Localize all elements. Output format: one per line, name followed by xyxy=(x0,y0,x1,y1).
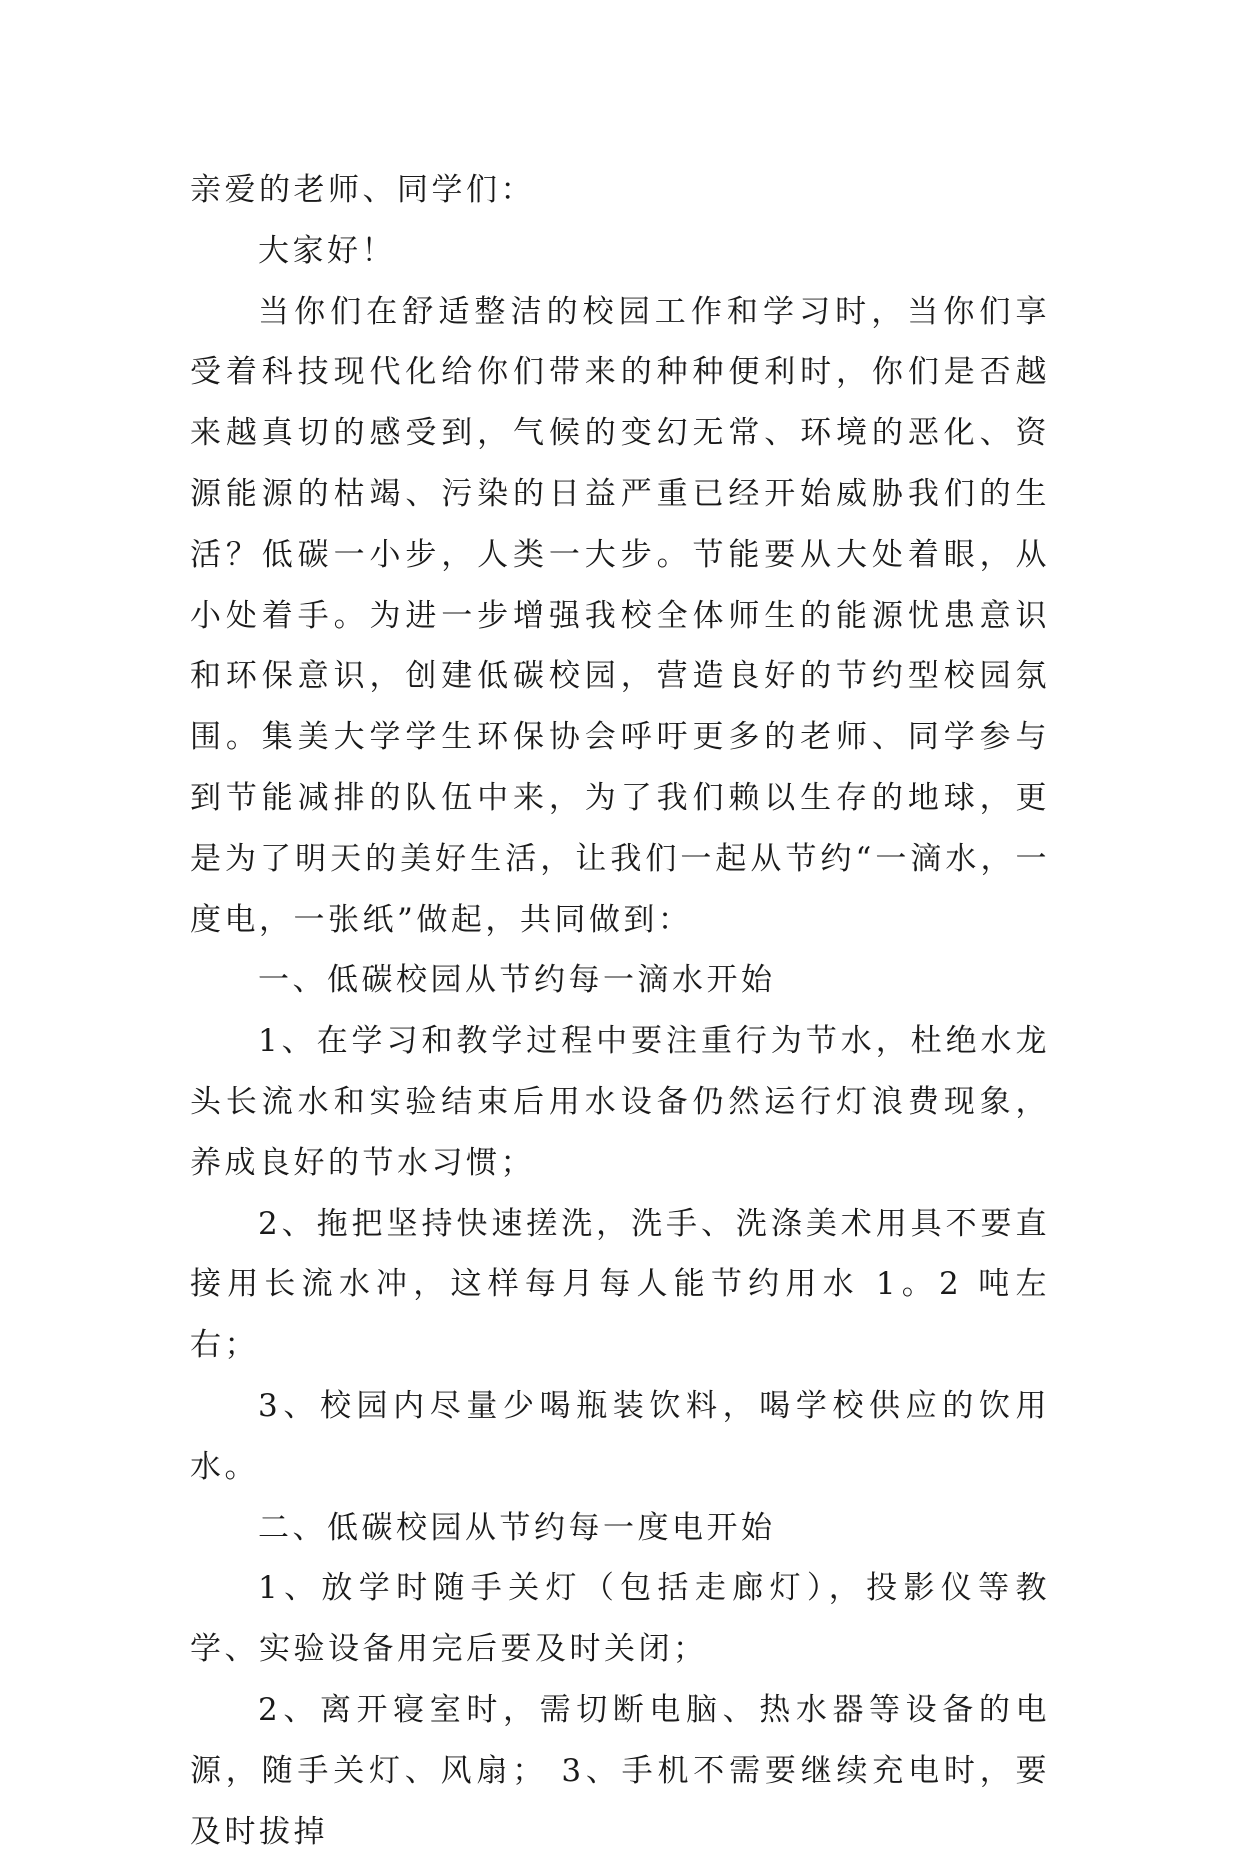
paragraph-intro: 当你们在舒适整洁的校园工作和学习时，当你们享受着科技现代化给你们带来的种种便利时，你们是否越来越真切的感受到，气候的变幻无常、环境的恶化、资源能源的枯竭、污染的日益严重已经开始威胁我们的生活？低碳一小步，人类一大步。节能要从大处着眼，从小处着手。为进一步增强我校全体师生的能源忧患意识和环保意识，创建低碳校园，营造良好的节约型校园氛围。集美大学学生环保协会呼吁更多的老师、同学参与到节能减排的队伍中来，为了我们赖以生存的地球，更是为了明天的美好生活，让我们一起从节约“一滴水，一度电，一张纸”做起，共同做到： xyxy=(190,293,1050,938)
section-heading-electricity: 二、低碳校园从节约每一度电开始 xyxy=(258,1509,776,1546)
paragraph-water-1: 1、在学习和教学过程中要注重行为节水，杜绝水龙头长流水和实验结束后用水设备仍然运行灯浪费现象，养成良好的节水习惯； xyxy=(190,1023,1050,1181)
greeting: 大家好！ xyxy=(258,232,396,269)
section-heading-water: 一、低碳校园从节约每一滴水开始 xyxy=(258,962,776,999)
document-body xyxy=(190,160,1050,1862)
paragraph-water-2: 2、拖把坚持快速搓洗，洗手、洗涤美术用具不要直接用长流水冲，这样每月每人能节约用水 1。2 吨左右； xyxy=(190,1205,1050,1364)
paragraph-electricity-1: 1、放学时随手关灯（包括走廊灯），投影仪等教学、实验设备用完后要及时关闭； xyxy=(190,1570,1050,1668)
paragraph-electricity-2: 2、离开寝室时，需切断电脑、热水器等设备的电源，随手关灯、风扇； 3、手机不需要继续充电时，要及时拔掉 xyxy=(190,1691,1050,1850)
paragraph-water-3: 3、校园内尽量少喝瓶装饮料，喝学校供应的饮用水。 xyxy=(190,1387,1050,1485)
salutation: 亲爱的老师、同学们： xyxy=(190,172,535,208)
